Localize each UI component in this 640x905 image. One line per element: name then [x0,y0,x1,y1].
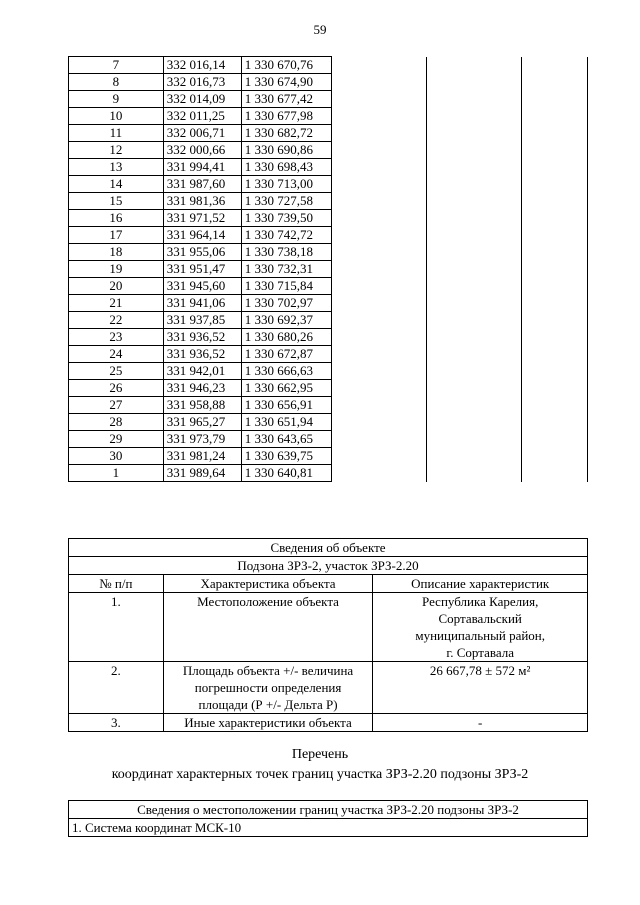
coord-y: 1 330 713,00 [241,176,331,193]
empty-cell [331,159,427,176]
coord-y: 1 330 677,42 [241,91,331,108]
info-row: 3. Иные характеристики объекта - [69,714,588,732]
empty-cell [331,57,427,74]
empty-cell [427,142,522,159]
empty-cell [522,74,588,91]
empty-cell [522,125,588,142]
coord-x: 331 955,06 [163,244,241,261]
coord-x: 332 016,14 [163,57,241,74]
empty-cell [522,278,588,295]
coord-y: 1 330 727,58 [241,193,331,210]
table-row [69,210,588,227]
table-row [69,363,588,380]
header-description: Описание характеристик [373,575,588,593]
empty-cell [331,363,427,380]
empty-cell [331,244,427,261]
point-number: 29 [69,431,164,448]
empty-cell [522,57,588,74]
empty-cell [427,261,522,278]
point-number: 19 [69,261,164,278]
empty-cell [522,142,588,159]
point-number: 26 [69,380,164,397]
empty-cell [331,176,427,193]
point-number: 14 [69,176,164,193]
coord-y: 1 330 715,84 [241,278,331,295]
object-info-table [68,538,588,732]
point-number: 16 [69,210,164,227]
empty-cell [331,448,427,465]
coord-x: 331 942,01 [163,363,241,380]
coord-x: 332 011,25 [163,108,241,125]
point-number: 30 [69,448,164,465]
coord-y: 1 330 732,31 [241,261,331,278]
header-characteristic: Характеристика объекта [163,575,373,593]
coord-y: 1 330 742,72 [241,227,331,244]
empty-cell [331,210,427,227]
coord-x: 331 945,60 [163,278,241,295]
empty-cell [331,278,427,295]
coordinates-table [68,56,588,482]
empty-cell [331,346,427,363]
coord-y: 1 330 738,18 [241,244,331,261]
empty-cell [427,159,522,176]
point-number: 17 [69,227,164,244]
table-row [69,414,588,431]
empty-cell [522,227,588,244]
point-number: 23 [69,329,164,346]
empty-cell [331,125,427,142]
coord-x: 332 016,73 [163,74,241,91]
coord-y: 1 330 674,90 [241,74,331,91]
object-info-title: Сведения об объекте [69,539,588,557]
coord-y: 1 330 698,43 [241,159,331,176]
empty-cell [522,380,588,397]
coord-x: 331 951,47 [163,261,241,278]
table-row [69,193,588,210]
table-row [69,329,588,346]
table-row [69,91,588,108]
coord-x: 331 989,64 [163,465,241,482]
empty-cell [522,329,588,346]
point-number: 15 [69,193,164,210]
point-number: 27 [69,397,164,414]
empty-cell [427,176,522,193]
empty-cell [427,329,522,346]
point-number: 11 [69,125,164,142]
point-number: 22 [69,312,164,329]
location-table [68,800,588,837]
empty-cell [331,74,427,91]
point-number: 25 [69,363,164,380]
point-number: 8 [69,74,164,91]
coord-x: 332 000,66 [163,142,241,159]
coord-y: 1 330 692,37 [241,312,331,329]
empty-cell [522,465,588,482]
empty-cell [331,108,427,125]
coord-x: 331 941,06 [163,295,241,312]
coord-y: 1 330 670,76 [241,57,331,74]
table-row [69,125,588,142]
empty-cell [427,312,522,329]
list-caption-subtitle: координат характерных точек границ участка ЗРЗ-2.20 подзоны ЗРЗ-2 [111,767,529,782]
empty-cell [427,346,522,363]
empty-cell [427,465,522,482]
empty-cell [522,244,588,261]
empty-cell [331,295,427,312]
coord-y: 1 330 662,95 [241,380,331,397]
empty-cell [331,142,427,159]
coord-y: 1 330 640,81 [241,465,331,482]
empty-cell [522,346,588,363]
table-row [69,142,588,159]
table-row [69,465,588,482]
table-row [69,295,588,312]
point-number: 9 [69,91,164,108]
list-caption-title: Перечень [291,747,349,762]
empty-cell [427,108,522,125]
point-number: 21 [69,295,164,312]
point-number: 7 [69,57,164,74]
empty-cell [522,108,588,125]
coord-y: 1 330 702,97 [241,295,331,312]
table-row [69,346,588,363]
empty-cell [522,448,588,465]
empty-cell [331,380,427,397]
coord-x: 331 971,52 [163,210,241,227]
empty-cell [427,431,522,448]
coord-x: 331 937,85 [163,312,241,329]
table-row [69,261,588,278]
coord-x: 331 946,23 [163,380,241,397]
point-number: 24 [69,346,164,363]
table-row [69,397,588,414]
empty-cell [427,91,522,108]
table-row [69,431,588,448]
empty-cell [427,74,522,91]
empty-cell [522,210,588,227]
empty-cell [427,210,522,227]
table-row [69,227,588,244]
coord-y: 1 330 672,87 [241,346,331,363]
empty-cell [331,431,427,448]
coord-x: 331 994,41 [163,159,241,176]
coord-x: 331 981,36 [163,193,241,210]
empty-cell [331,91,427,108]
coord-x: 331 958,88 [163,397,241,414]
empty-cell [522,295,588,312]
point-number: 20 [69,278,164,295]
point-number: 18 [69,244,164,261]
object-info-subtitle: Подзона ЗРЗ-2, участок ЗРЗ-2.20 [69,557,588,575]
table-row [69,312,588,329]
table-row [69,108,588,125]
coord-y: 1 330 666,63 [241,363,331,380]
empty-cell [522,312,588,329]
info-row: 2. Площадь объекта +/- величина погрешности определения площади (Р +/- Дельта Р) 26 667,78 ± 572 м² [69,662,588,714]
empty-cell [331,414,427,431]
table-row [69,278,588,295]
point-number: 1 [69,465,164,482]
empty-cell [522,261,588,278]
empty-cell [522,91,588,108]
empty-cell [427,295,522,312]
empty-cell [522,431,588,448]
table-row [69,159,588,176]
point-number: 28 [69,414,164,431]
coord-y: 1 330 690,86 [241,142,331,159]
empty-cell [522,176,588,193]
coord-x: 332 014,09 [163,91,241,108]
empty-cell [427,193,522,210]
coord-y: 1 330 739,50 [241,210,331,227]
coord-y: 1 330 682,72 [241,125,331,142]
page-number: 59 [313,22,327,37]
coord-x: 331 965,27 [163,414,241,431]
coord-y: 1 330 643,65 [241,431,331,448]
coord-y: 1 330 677,98 [241,108,331,125]
point-number: 10 [69,108,164,125]
empty-cell [427,227,522,244]
table-row [69,448,588,465]
table-row [69,244,588,261]
empty-cell [427,244,522,261]
point-number: 12 [69,142,164,159]
empty-cell [522,397,588,414]
empty-cell [522,414,588,431]
empty-cell [427,363,522,380]
point-number: 13 [69,159,164,176]
empty-cell [427,380,522,397]
location-title: Сведения о местоположении границ участка ЗРЗ-2.20 подзоны ЗРЗ-2 [69,801,588,819]
coord-x: 331 936,52 [163,346,241,363]
empty-cell [427,57,522,74]
coord-y: 1 330 651,94 [241,414,331,431]
coord-x: 331 981,24 [163,448,241,465]
empty-cell [331,465,427,482]
coord-x: 331 987,60 [163,176,241,193]
empty-cell [427,397,522,414]
empty-cell [522,193,588,210]
empty-cell [427,448,522,465]
coord-x: 331 973,79 [163,431,241,448]
header-number: № п/п [69,575,164,593]
table-row [69,57,588,74]
table-row [69,74,588,91]
empty-cell [522,363,588,380]
empty-cell [331,261,427,278]
empty-cell [331,193,427,210]
empty-cell [427,278,522,295]
coord-x: 331 936,52 [163,329,241,346]
coord-y: 1 330 680,26 [241,329,331,346]
table-row [69,380,588,397]
empty-cell [427,414,522,431]
coord-y: 1 330 656,91 [241,397,331,414]
empty-cell [331,227,427,244]
table-row [69,176,588,193]
empty-cell [427,125,522,142]
coord-y: 1 330 639,75 [241,448,331,465]
coordinate-system: 1. Система координат МСК-10 [69,819,588,837]
empty-cell [331,312,427,329]
empty-cell [331,397,427,414]
coord-x: 332 006,71 [163,125,241,142]
empty-cell [331,329,427,346]
info-row: 1. Местоположение объекта Республика Карелия, Сортавальский муниципальный район, г. Сортавала [69,593,588,662]
coord-x: 331 964,14 [163,227,241,244]
empty-cell [522,159,588,176]
